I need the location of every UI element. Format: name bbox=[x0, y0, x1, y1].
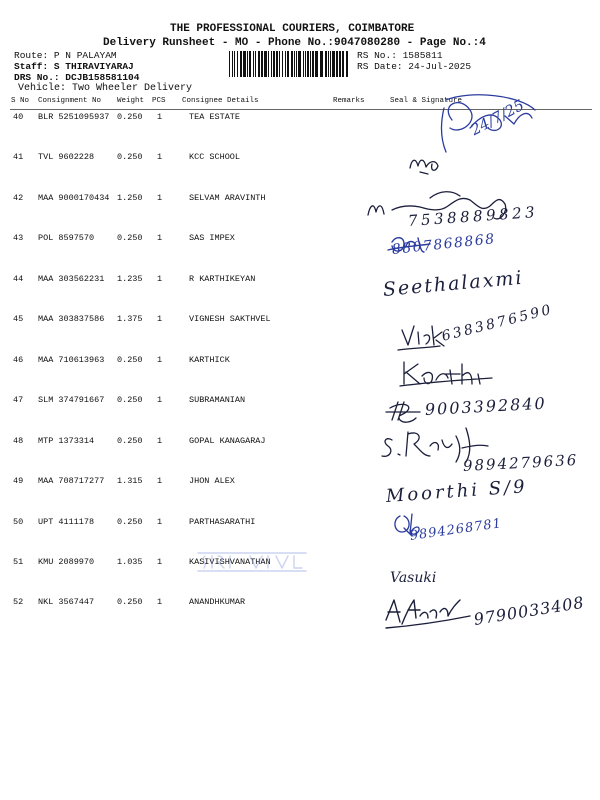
table-row bbox=[0, 234, 600, 244]
handwritten-phone-row-48: 9894279636 bbox=[462, 450, 579, 475]
serial-number-cell: 41 bbox=[13, 152, 24, 163]
consignment-number-cell: BLR 5251095937 bbox=[38, 112, 110, 122]
handwritten-name-row-49: Moorthi S/9 bbox=[385, 476, 529, 507]
handwritten-phone-row-42: 7538889823 bbox=[407, 202, 539, 230]
serial-number-cell: 42 bbox=[13, 192, 24, 203]
table-row bbox=[0, 558, 600, 568]
table-row bbox=[0, 437, 600, 447]
table-row bbox=[0, 153, 600, 163]
weight-cell: 1.315 bbox=[117, 476, 143, 487]
serial-number-cell: 51 bbox=[13, 556, 24, 567]
pcs-cell: 1 bbox=[157, 556, 163, 567]
column-header-weight: Weight bbox=[117, 97, 145, 105]
consignment-number-cell: POL 8597570 bbox=[38, 233, 95, 244]
consignee-cell: R KARTHIKEYAN bbox=[189, 273, 256, 284]
consignment-number-cell: MAA 303837586 bbox=[38, 314, 105, 325]
consignment-number-cell: UPT 4111178 bbox=[38, 516, 95, 527]
table-row bbox=[0, 518, 600, 528]
handwritten-phone-row-52: 9790033408 bbox=[472, 592, 586, 629]
handwritten-name-row-52: Vasuki bbox=[390, 570, 437, 586]
column-header-pcs: PCS bbox=[152, 97, 166, 105]
weight-cell: 0.250 bbox=[117, 354, 143, 365]
drs-number: DRS No.: DCJB158581104 bbox=[14, 72, 140, 83]
consignment-number-cell: MAA 9000170434 bbox=[38, 192, 110, 203]
rs-date: RS Date: 24-Jul-2025 bbox=[357, 61, 472, 72]
pcs-cell: 1 bbox=[157, 516, 163, 527]
serial-number-cell: 49 bbox=[13, 476, 24, 487]
vehicle-label: Vehicle: Two Wheeler Delivery bbox=[18, 83, 193, 94]
serial-number-cell: 44 bbox=[13, 273, 24, 284]
column-header-remarks: Remarks bbox=[333, 97, 365, 105]
staff-label: Staff: S THIRAVIYARAJ bbox=[14, 61, 134, 72]
weight-cell: 0.250 bbox=[117, 233, 143, 244]
weight-cell: 0.250 bbox=[117, 435, 143, 446]
consignment-number-cell: MAA 708717277 bbox=[38, 476, 105, 487]
rs-number: RS No.: 1585811 bbox=[357, 50, 443, 61]
consignee-cell: KARTHICK bbox=[189, 354, 230, 365]
serial-number-cell: 52 bbox=[13, 597, 24, 608]
pcs-cell: 1 bbox=[157, 354, 163, 365]
consignee-cell: JHON ALEX bbox=[189, 476, 235, 487]
weight-cell: 1.375 bbox=[117, 314, 143, 325]
consignee-cell: KASIVISHVANATHAN bbox=[189, 556, 271, 567]
handwritten-date-row-40: 24/7/25 bbox=[467, 95, 528, 140]
weight-cell: 0.250 bbox=[117, 152, 143, 163]
consignment-number-cell: MTP 1373314 bbox=[38, 435, 95, 446]
consignment-number-cell: NKL 3567447 bbox=[38, 597, 95, 608]
consignee-cell: PARTHASARATHI bbox=[189, 516, 256, 527]
serial-number-cell: 45 bbox=[13, 314, 24, 325]
weight-cell: 0.250 bbox=[117, 112, 143, 122]
runsheet-subtitle: Delivery Runsheet - MO - Phone No.:9047080280 - Page No.:4 bbox=[103, 37, 486, 49]
consignee-cell: ANANDHKUMAR bbox=[189, 597, 246, 608]
weight-cell: 1.035 bbox=[117, 556, 143, 567]
pcs-cell: 1 bbox=[157, 314, 163, 325]
serial-number-cell: 47 bbox=[13, 395, 24, 406]
consignment-number-cell: MAA 710613963 bbox=[38, 354, 105, 365]
weight-cell: 1.250 bbox=[117, 192, 143, 203]
pcs-cell: 1 bbox=[157, 435, 163, 446]
pcs-cell: 1 bbox=[157, 273, 163, 284]
handwritten-phone-row-47: 9003392840 bbox=[424, 393, 548, 419]
table-row bbox=[0, 194, 600, 204]
company-title: THE PROFESSIONAL COURIERS, COIMBATORE bbox=[170, 23, 415, 35]
column-header-consignee: Consignee Details bbox=[182, 97, 259, 105]
weight-cell: 0.250 bbox=[117, 516, 143, 527]
consignment-number-cell: TVL 9602228 bbox=[38, 152, 95, 163]
weight-cell: 0.250 bbox=[117, 395, 143, 406]
handwritten-phone-row-45: 6383876590 bbox=[440, 301, 555, 345]
pcs-cell: 1 bbox=[157, 597, 163, 608]
consignment-number-cell: SLM 374791667 bbox=[38, 395, 105, 406]
pcs-cell: 1 bbox=[157, 152, 163, 163]
consignee-cell: KCC SCHOOL bbox=[189, 152, 241, 163]
serial-number-cell: 46 bbox=[13, 354, 24, 365]
consignee-cell: TEA ESTATE bbox=[189, 112, 241, 122]
column-header-consignment: Consignment No bbox=[38, 97, 102, 105]
pcs-cell: 1 bbox=[157, 192, 163, 203]
pcs-cell: 1 bbox=[157, 112, 163, 122]
handwritten-phone-row-50: 9894268781 bbox=[408, 516, 503, 544]
column-header-sno: S No bbox=[11, 97, 30, 105]
consignee-cell: SUBRAMANIAN bbox=[189, 395, 246, 406]
route-label: Route: P N PALAYAM bbox=[14, 50, 117, 61]
column-header-signature: Seal & Signature bbox=[390, 97, 463, 105]
consignee-cell: VIGNESH SAKTHVEL bbox=[189, 314, 271, 325]
serial-number-cell: 50 bbox=[13, 516, 24, 527]
pcs-cell: 1 bbox=[157, 476, 163, 487]
table-row bbox=[0, 356, 600, 366]
pcs-cell: 1 bbox=[157, 233, 163, 244]
weight-cell: 1.235 bbox=[117, 273, 143, 284]
weight-cell: 0.250 bbox=[117, 597, 143, 608]
consignment-number-cell: MAA 303562231 bbox=[38, 273, 105, 284]
consignment-number-cell: KMU 2089970 bbox=[38, 556, 95, 567]
handwritten-phone-row-43: 8807868868 bbox=[391, 231, 497, 258]
handwritten-name-row-44: Seethalaxmi bbox=[381, 266, 525, 301]
pcs-cell: 1 bbox=[157, 395, 163, 406]
consignee-cell: SELVAM ARAVINTH bbox=[189, 192, 266, 203]
serial-number-cell: 40 bbox=[13, 112, 24, 122]
consignee-cell: SAS IMPEX bbox=[189, 233, 235, 244]
consignee-cell: GOPAL KANAGARAJ bbox=[189, 435, 266, 446]
serial-number-cell: 48 bbox=[13, 435, 24, 446]
serial-number-cell: 43 bbox=[13, 233, 24, 244]
